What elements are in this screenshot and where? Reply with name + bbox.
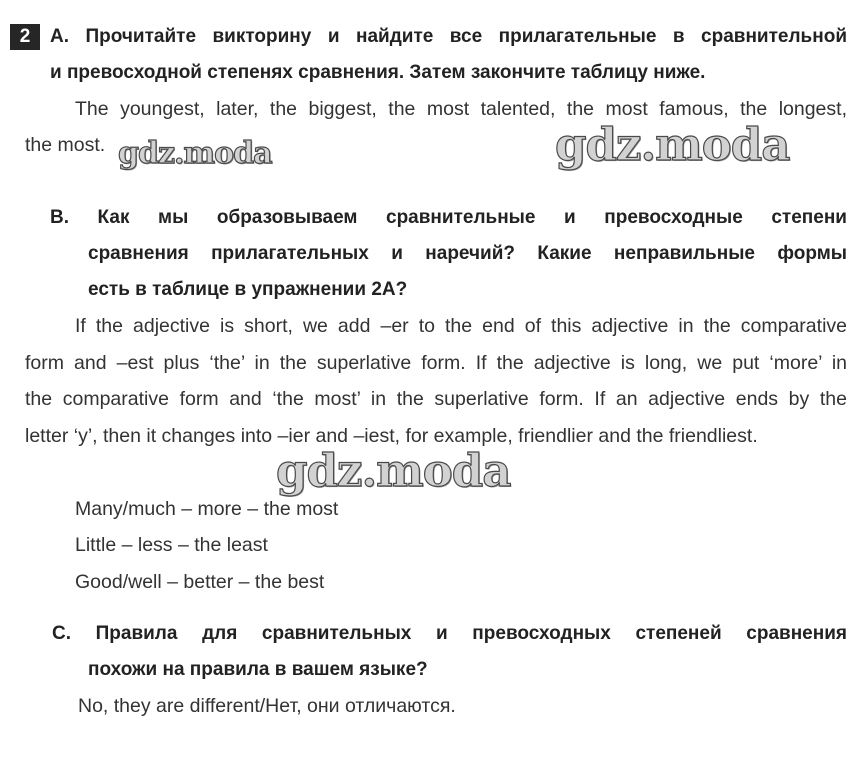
part-c-question-line1: C. Правила для сравнительных и превосходных степеней сравнения: [52, 623, 847, 644]
part-c-question-line2: похожи на правила в вашем языке?: [88, 659, 428, 680]
exercise-number-badge: 2: [10, 24, 40, 50]
irregular-form-many: Many/much – more – the most: [75, 498, 339, 520]
part-a-answer-line2: the most.: [25, 134, 106, 156]
part-b-answer-line3: the comparative form and ‘the most’ in the superlative form. If an adjective ends by the: [25, 388, 847, 410]
part-b-answer-line1: If the adjective is short, we add –er to the end of this adjective in the comparative: [75, 315, 847, 337]
part-b-question-line2: сравнения прилагательных и наречий? Какие неправильные формы: [88, 243, 847, 264]
part-a-question-line1: A. Прочитайте викторину и найдите все прилагательные в сравнительной: [50, 26, 847, 47]
part-b-question-line3: есть в таблице в упражнении 2A?: [88, 279, 408, 300]
part-b-answer-line4: letter ‘y’, then it changes into –ier and –iest, for example, friendlier and the friendliest.: [25, 425, 758, 447]
watermark-large: gdz.moda: [555, 118, 790, 171]
irregular-form-good: Good/well – better – the best: [75, 571, 325, 593]
part-a-answer-line1: The youngest, later, the biggest, the most talented, the most famous, the longest,: [75, 98, 847, 120]
watermark-middle: gdz.moda: [276, 444, 511, 497]
part-b-answer-line2: form and –est plus ‘the’ in the superlative form. If the adjective is long, we put ‘more’ in: [25, 352, 847, 374]
watermark-small: gdz.moda: [118, 136, 272, 171]
part-b-question-line1: B. Как мы образовываем сравнительные и превосходные степени: [50, 207, 847, 228]
part-c-answer: No, they are different/Нет, они отличаются.: [78, 695, 456, 717]
irregular-form-little: Little – less – the least: [75, 534, 268, 556]
part-a-question-line2: и превосходной степенях сравнения. Затем закончите таблицу ниже.: [50, 62, 706, 83]
